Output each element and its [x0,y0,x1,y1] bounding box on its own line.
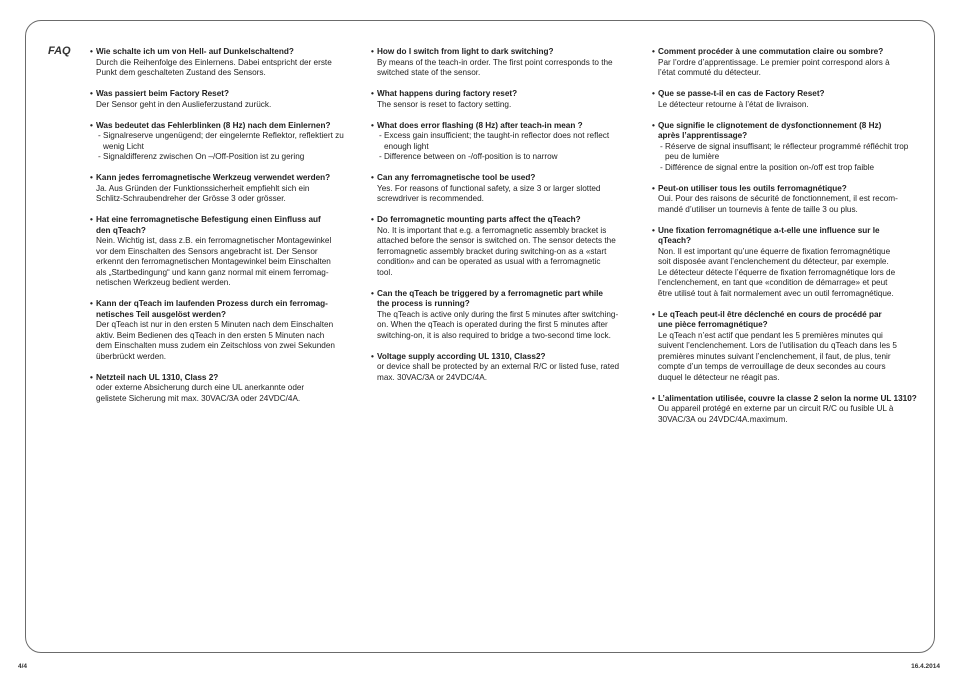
bullet-icon: • [90,215,93,224]
faq-answer [371,131,633,163]
bullet-icon: • [371,173,374,182]
faq-answer-line: Ou appareil protégé en externe par un circuit R/C ou fusible UL à [658,404,894,413]
bullet-icon: • [652,309,655,319]
bullet-icon: • [652,120,655,130]
faq-answer [90,58,352,79]
faq-answer-line: compte d’un temps de verrouillage de deux secondes au cours [658,362,886,371]
bullet-icon: • [90,299,93,308]
faq-question [371,173,633,184]
faq-answer-line: Yes. For reasons of functional safety, a size 3 or larger slotted [377,183,601,193]
faq-answer-line: dem Einschalten muss zudem ein Zeitschloss von zwei Sekunden [96,341,335,350]
faq-question-line: Que signifie le clignotement de dysfonctionnement (8 Hz) [658,120,882,130]
faq-question [371,89,633,100]
faq-answer-line: Le détecteur détecte l’équerre de fixation ferromagnétique lors de [658,267,896,277]
faq-question [371,352,633,363]
faq-answer-line: - Réserve de signal insuffisant; le réflecteur programmé réfléchit trop peu de lumière [660,141,909,161]
faq-answer-line: vor dem Einschalten des Sensors angebracht ist. Der Sensor [96,246,318,256]
faq-question-line: How do I switch from light to dark switching? [377,47,554,56]
bullet-icon: • [652,183,655,193]
faq-answer [90,236,352,289]
faq-question-line: Kann der qTeach im laufenden Prozess durch ein ferromag- [96,299,328,308]
faq-item [652,184,920,216]
faq-question [371,289,633,310]
faq-question [90,299,352,320]
faq-item [652,310,920,384]
faq-question-line: the process is running? [377,299,470,308]
page-number: 4/4 [18,663,28,670]
faq-question [371,47,633,58]
faq-answer-line: on. When the qTeach is operated during the first 5 minutes after [377,320,608,329]
faq-column-german [90,47,352,415]
faq-answer-line: Der qTeach ist nur in den ersten 5 Minuten nach dem Einschalten [96,320,334,329]
faq-question-line: What happens during factory reset? [377,89,518,98]
faq-answer-line: mandé d’utiliser un tournevis à fente de taille 3 ou plus. [658,204,858,214]
faq-answer-line: netischen Werkzeug bedient werden. [96,278,231,287]
faq-question-line: Le qTeach peut-il être déclenché en cours de procédé par [658,309,882,319]
faq-answer-line: gelistete Sicherung mit max. 30VAC/3A oder 24VDC/4A. [96,393,301,403]
faq-question-line: Can the qTeach be triggered by a ferromagnetic part while [377,288,603,298]
faq-answer-line: Par l’ordre d’apprentissage. Le premier point correspond alors à [658,57,890,67]
faq-item [90,299,352,362]
bullet-icon: • [90,372,93,382]
faq-answer [652,331,920,384]
faq-answer-line: attached before the sensor is switched on. The sensor detects the [377,236,616,245]
faq-item [90,373,352,405]
faq-answer-line: 30VAC/3A ou 24VDC/4A.maximum. [658,414,788,424]
faq-question-line: Can any ferromagnetische tool be used? [377,173,536,182]
faq-item [90,47,352,79]
faq-answer-line: max. 30VAC/3A or 24VDC/4A. [377,372,487,382]
faq-answer-line: Le détecteur retourne à l’état de livraison. [658,99,809,109]
faq-question-line: Was passiert beim Factory Reset? [96,89,230,98]
faq-answer-line: Punkt dem geschalteten Zustand des Sensors. [96,68,266,77]
faq-answer [652,100,920,111]
faq-answer-line: être utilisé tout à fait normalement avec un outil ferromagnétique. [658,288,894,298]
faq-answer [371,100,633,111]
faq-answer-line: suivent l’enclenchement. Lors de l’utilisation du qTeach dans les 5 [658,341,897,350]
faq-answer [371,362,633,383]
faq-answer [652,194,920,215]
faq-item [652,47,920,79]
faq-question-line: Wie schalte ich um von Hell- auf Dunkelschaltend? [96,47,294,56]
faq-answer-line: als „Startbedingung“ und kann ganz normal mit einem ferromag- [96,267,329,277]
bullet-icon: • [90,47,93,56]
faq-question-line: Hat eine ferromagnetische Befestigung einen Einfluss auf [96,215,321,224]
faq-question [652,226,920,247]
faq-question-line: Kann jedes ferromagnetische Werkzeug verwendet werden? [96,173,331,182]
faq-answer [371,226,633,279]
faq-question [90,215,352,236]
faq-item [90,173,352,205]
faq-question [652,310,920,331]
bullet-icon: • [371,47,374,56]
faq-question-line: Was bedeutet das Fehlerblinken (8 Hz) nach dem Einlernen? [96,120,331,130]
faq-answer-line: - Différence de signal entre la position on-/off est trop faible [660,162,875,172]
faq-item [371,289,633,342]
faq-question-line: Peut-on utiliser tous les outils ferromagnétique? [658,183,847,193]
faq-question-line: L’alimentation utilisée, couvre la classe 2 selon la norme UL 1310? [658,393,917,403]
faq-answer-line: Nein. Wichtig ist, dass z.B. ein ferromagnetischer Montagewinkel [96,236,332,245]
faq-item [371,121,633,163]
faq-answer-line: ferromagnetic assembly bracket during switching-on as a «start [377,246,607,256]
faq-question [371,121,633,132]
faq-answer-line: Ja. Aus Gründen der Funktionssicherheit empfiehlt sich ein [96,183,310,193]
faq-item [90,121,352,163]
bullet-icon: • [90,120,93,130]
bullet-icon: • [652,47,655,56]
faq-answer-line: premières minutes suivant l’enclenchement, il faut, de plus, tenir [658,351,891,361]
faq-item [371,89,633,110]
faq-question [90,121,352,132]
faq-answer [652,58,920,79]
faq-answer [90,131,352,163]
faq-answer-line: - Signaldifferenz zwischen On –/Off-Position ist zu gering [98,152,305,161]
faq-heading: FAQ [48,45,71,57]
bullet-icon: • [371,120,374,130]
bullet-icon: • [90,173,93,182]
faq-question-line: Que se passe-t-il en cas de Factory Reset? [658,89,825,98]
faq-question [371,215,633,226]
faq-answer-line: The sensor is reset to factory setting. [377,99,512,109]
faq-answer-line: By means of the teach-in order. The first point corresponds to the [377,57,613,67]
faq-answer-line: or device shall be protected by an external R/C or listed fuse, rated [377,362,620,371]
faq-answer-line: Durch die Reihenfolge des Einlernens. Dabei entspricht der erste [96,57,332,67]
faq-answer-line: condition» and can be operated as usual with a ferromagnetic [377,257,601,266]
faq-answer-line: - Signalreserve ungenügend; der eingelernte Reflektor, reflektiert zu wenig Licht [98,131,344,151]
faq-question-line: Comment procéder à une commutation claire ou sombre? [658,47,884,56]
faq-answer-line: The qTeach is active only during the first 5 minutes after switching- [377,309,619,319]
bullet-icon: • [652,89,655,98]
faq-answer-line: Le qTeach n’est actif que pendant les 5 premières minutes qui [658,330,883,340]
faq-answer-line: Der Sensor geht in den Auslieferzustand zurück. [96,99,272,109]
faq-answer-line: screwdriver is recommended. [377,194,484,203]
faq-question [652,121,920,142]
faq-question-line: den qTeach? [96,225,146,235]
faq-question [90,173,352,184]
faq-item [371,215,633,278]
faq-question [90,89,352,100]
faq-item [90,89,352,110]
faq-question-line: qTeach? [658,236,692,245]
faq-answer [652,142,920,174]
faq-question [652,89,920,100]
faq-column-french [652,47,920,436]
faq-question [90,47,352,58]
faq-item [371,352,633,384]
faq-question-line: Netzteil nach UL 1310, Class 2? [96,372,219,382]
document-date: 16.4.2014 [911,663,940,670]
faq-question [652,394,920,405]
faq-question [90,373,352,384]
faq-answer [90,100,352,111]
faq-answer-line: Oui. Pour des raisons de sécurité de fonctionnement, il est recom- [658,194,898,203]
faq-answer [371,58,633,79]
faq-answer [90,184,352,205]
faq-question-line: une pièce ferromagnétique? [658,320,768,329]
faq-answer-line: aktiv. Beim Bedienen des qTeach in den ersten 5 Minuten nach [96,330,325,340]
faq-item [90,215,352,289]
faq-answer [371,184,633,205]
faq-item [652,226,920,300]
faq-answer-line: switching-on, it is also required to bridge a two-second time lock. [377,330,611,340]
faq-question-line: What does error flashing (8 Hz) after teach-in mean ? [377,120,583,130]
faq-answer [652,247,920,300]
faq-column-english [371,47,633,394]
faq-question-line: netisches Teil ausgelöst werden? [96,309,226,319]
faq-item [371,47,633,79]
faq-answer-line: - Difference between on -/off-position is to narrow [379,152,558,161]
faq-answer-line: tool. [377,267,393,277]
faq-answer-line: oder externe Absicherung durch eine UL anerkannte oder [96,383,305,392]
faq-item [652,89,920,110]
faq-answer-line: Schlitz-Schraubendreher der Grösse 3 oder grösser. [96,194,286,203]
faq-question [652,47,920,58]
faq-question [652,184,920,195]
faq-answer-line: duquel le détecteur ne réagit pas. [658,372,780,382]
faq-answer [90,383,352,404]
bullet-icon: • [652,225,655,235]
faq-answer [371,310,633,342]
bullet-icon: • [371,351,374,361]
faq-answer-line: erkennt den ferromagnetischen Montagewinkel beim Einschalten [96,257,331,266]
faq-question-line: après l’apprentissage? [658,131,748,140]
faq-answer-line: l’état commuté du détecteur. [658,68,761,77]
faq-answer [652,404,920,425]
faq-answer-line: l’enclenchement, en tant que «condition de démarrage» et peut [658,278,888,287]
faq-item [652,394,920,426]
faq-answer-line: Non. Il est important qu’une équerre de fixation ferromagnétique [658,246,891,256]
faq-answer [90,320,352,362]
bullet-icon: • [371,215,374,224]
faq-answer-line: soit disposée avant l’enclenchement du détecteur, par exemple. [658,257,889,266]
faq-item [652,121,920,174]
faq-answer-line: - Excess gain insufficient; the taught-in reflector does not reflect enough light [379,131,610,151]
bullet-icon: • [652,393,655,403]
faq-question-line: Do ferromagnetic mounting parts affect the qTeach? [377,215,581,224]
faq-answer-line: No. It is important that e.g. a ferromagnetic assembly bracket is [377,225,607,235]
faq-question-line: Voltage supply according UL 1310, Class2? [377,351,546,361]
faq-answer-line: switched state of the sensor. [377,68,481,77]
bullet-icon: • [371,288,374,298]
bullet-icon: • [90,89,93,98]
faq-question-line: Une fixation ferromagnétique a-t-elle une influence sur le [658,225,880,235]
bullet-icon: • [371,89,374,98]
faq-item [371,173,633,205]
faq-answer-line: überbrückt werden. [96,351,167,361]
